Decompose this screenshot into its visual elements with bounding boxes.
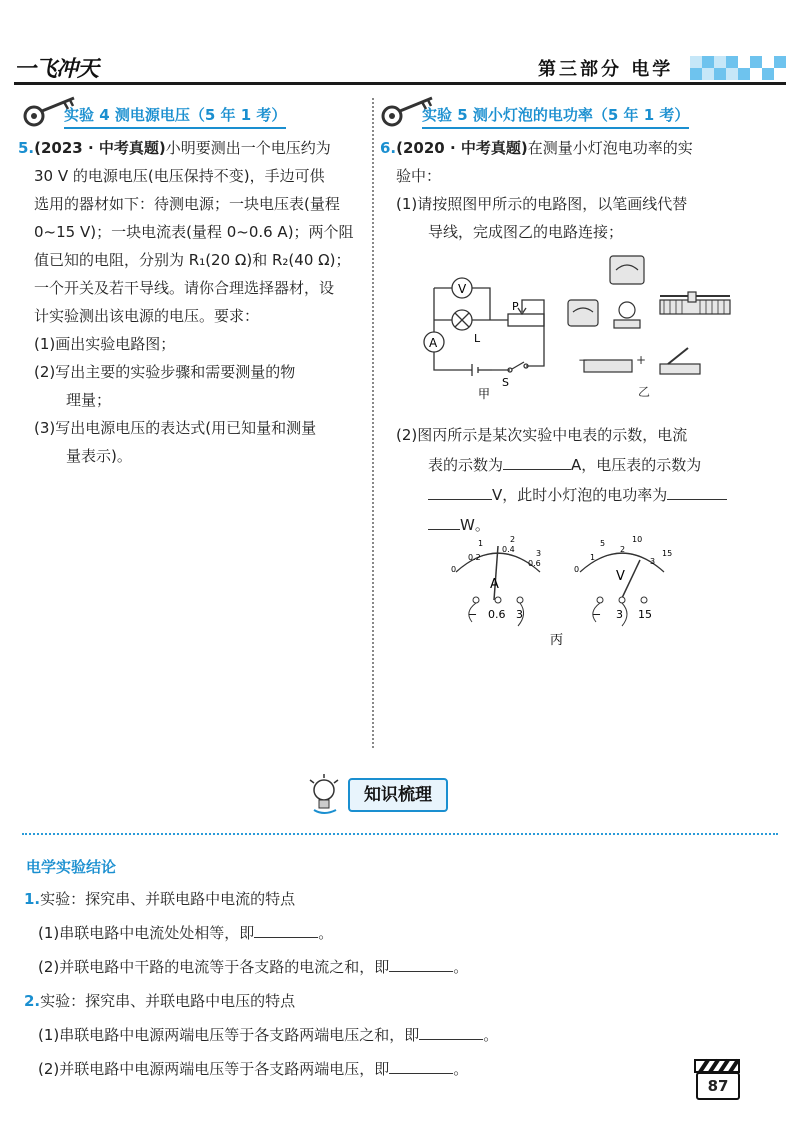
ammeter-symbol: A bbox=[429, 336, 438, 350]
answer-blank[interactable] bbox=[254, 937, 318, 938]
column-divider bbox=[372, 98, 374, 748]
figure-yi-caption: 乙 bbox=[638, 385, 651, 399]
svg-text:A: A bbox=[490, 577, 499, 592]
svg-text:0.6: 0.6 bbox=[528, 559, 541, 568]
list-item: 1.实验：探究串、并联电路中电流的特点 bbox=[24, 890, 296, 908]
list-item: (2)并联电路中干路的电流等于各支路的电流之和，即 。 bbox=[38, 958, 469, 976]
svg-text:0.2: 0.2 bbox=[468, 553, 481, 562]
summary-title: 电学实验结论 bbox=[26, 858, 117, 876]
svg-text:2: 2 bbox=[620, 545, 626, 554]
answer-blank[interactable] bbox=[389, 971, 453, 972]
answer-blank-voltage[interactable] bbox=[428, 499, 492, 500]
list-item: (1)串联电路中电源两端电压等于各支路两端电压之和，即 。 bbox=[38, 1026, 499, 1044]
figure-jia-caption: 甲 bbox=[478, 387, 491, 400]
svg-text:0.4: 0.4 bbox=[502, 545, 515, 554]
list-item: (2)并联电路中电源两端电压等于各支路两端电压，即 。 bbox=[38, 1060, 469, 1078]
voltmeter-dial bbox=[574, 535, 672, 626]
svg-text:1: 1 bbox=[478, 539, 484, 548]
question-number: 6. bbox=[380, 139, 397, 157]
svg-text:2: 2 bbox=[510, 535, 516, 544]
question-5: 5.(2023 · 中考真题)小明要测出一个电压约为 30 V 的电源电压(电压保持不变)，手边可供 选用的器材如下：待测电源；一块电压表(量程 0~15 V)；一块电流表(量程 0~0.6 A)；两个阻 值已知的电阻，分别为 R₁(20 Ω)和 R₂(40 Ω)； 一个开关及若干导线。请你合理选择器材，设 计实验测出该电源的电压。要求： (1)画出实验电路图； (2)写出主要的实验步骤和需要测量的物 理量； (3)写出电源电压的表达式(用已知量和测量 量表示)。 bbox=[18, 139, 354, 465]
experiment-4-heading: 实验 4 测电源电压（5 年 1 考） bbox=[64, 104, 286, 125]
svg-text:V: V bbox=[616, 569, 625, 584]
svg-text:−: − bbox=[468, 608, 478, 621]
svg-text:3: 3 bbox=[516, 608, 523, 621]
svg-text:3: 3 bbox=[536, 549, 542, 558]
question-number: 5. bbox=[18, 139, 35, 157]
svg-text:3: 3 bbox=[650, 557, 656, 566]
svg-text:3: 3 bbox=[616, 608, 623, 621]
svg-text:1: 1 bbox=[590, 553, 596, 562]
question-6-part-2: (2)图丙所示是某次实验中电表的示数，电流 表的示数为 A，电压表的示数为 V，此时小灯泡的电功率为 W。 bbox=[380, 420, 770, 540]
voltmeter-symbol: V bbox=[458, 282, 467, 296]
meter-readings-bing bbox=[440, 530, 700, 650]
svg-text:−: − bbox=[578, 353, 589, 367]
checker-decoration bbox=[690, 54, 786, 82]
svg-text:10: 10 bbox=[632, 535, 643, 544]
switch-label: S bbox=[502, 376, 509, 389]
svg-text:0: 0 bbox=[574, 565, 580, 574]
answer-blank[interactable] bbox=[419, 1039, 483, 1040]
svg-text:+: + bbox=[636, 353, 647, 367]
svg-text:0.6: 0.6 bbox=[488, 608, 506, 621]
list-item: 2.实验：探究串、并联电路中电压的特点 bbox=[24, 992, 296, 1010]
logo: 一飞冲天 bbox=[14, 57, 99, 82]
page-number: 87 bbox=[696, 1072, 740, 1100]
svg-text:−: − bbox=[592, 608, 602, 621]
slider-label: P bbox=[512, 300, 519, 313]
svg-text:15: 15 bbox=[638, 608, 652, 621]
answer-blank[interactable] bbox=[389, 1073, 453, 1074]
list-item: (1)串联电路中电流处处相等，即 。 bbox=[38, 924, 334, 942]
dotted-separator bbox=[22, 833, 778, 835]
svg-text:15: 15 bbox=[662, 549, 673, 558]
answer-blank-power-a[interactable] bbox=[667, 499, 727, 500]
lightbulb-icon bbox=[306, 774, 346, 818]
svg-text:5: 5 bbox=[600, 539, 606, 548]
knowledge-list bbox=[24, 882, 764, 1086]
header-rule bbox=[14, 82, 786, 85]
experiment-5-heading: 实验 5 测小灯泡的电功率（5 年 1 考） bbox=[422, 104, 689, 125]
ammeter-dial bbox=[451, 535, 541, 626]
figure-bing-caption: 丙 bbox=[550, 633, 564, 648]
question-source: (2023 · 中考真题) bbox=[34, 139, 166, 157]
question-6: 6.(2020 · 中考真题)在测量小灯泡电功率的实 验中： (1)请按照图甲所示的电路图，以笔画线代替 导线，完成图乙的电路连接； bbox=[380, 139, 693, 241]
svg-text:0: 0 bbox=[451, 565, 457, 574]
question-source: (2020 · 中考真题) bbox=[396, 139, 528, 157]
knowledge-banner: 知识梳理 bbox=[348, 778, 448, 812]
circuit-diagram-jia bbox=[412, 270, 552, 400]
equipment-yi bbox=[564, 250, 764, 400]
section-title: 第三部分 电学 bbox=[538, 59, 674, 80]
answer-blank-current[interactable] bbox=[503, 469, 571, 470]
lamp-label: L bbox=[474, 332, 481, 345]
